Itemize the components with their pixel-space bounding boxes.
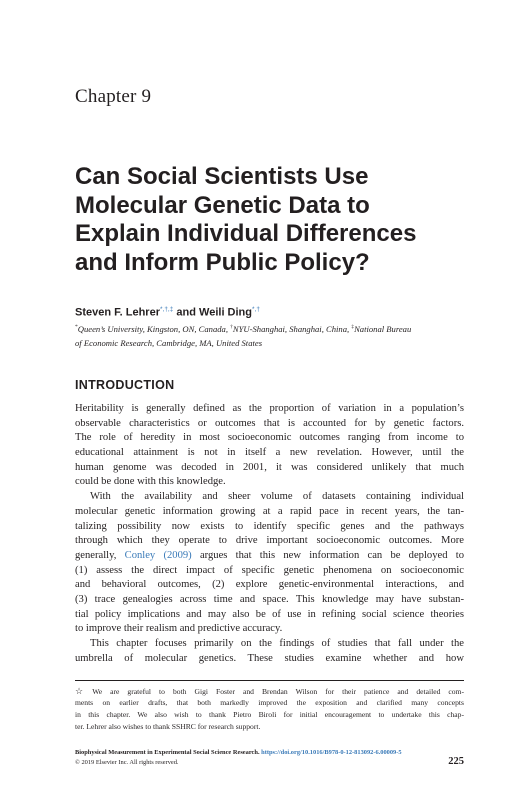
author-connector: and xyxy=(173,306,200,319)
doi-link[interactable]: https://doi.org/10.1016/B978-0-12-813092-6.00009-5 xyxy=(261,749,402,756)
title-line: Can Social Scientists Use xyxy=(75,163,369,190)
citation-link[interactable]: Conley (2009) xyxy=(124,549,192,561)
affiliation-text: National Bureau xyxy=(354,323,412,334)
footnote-line: ments on earlier drafts, that both markedly improved the exposition and clarified many concepts xyxy=(75,698,464,707)
text-line: tial policy implications and may also be of use in refining social science theories xyxy=(75,608,464,620)
text-line: With the availability and sheer volume of datasets containing individual xyxy=(90,491,464,503)
chapter-label: Chapter 9 xyxy=(75,86,152,107)
chapter-title xyxy=(75,163,475,277)
text-line: This chapter focuses primarily on the findings of studies that fall under the xyxy=(90,638,464,649)
section-heading: INTRODUCTION xyxy=(75,378,175,392)
text-line: umbrella of molecular genetics. These studies examine whether and how xyxy=(75,652,464,664)
affiliation-line: of Economic Research, Cambridge, MA, United States xyxy=(75,337,263,348)
text-line: through which they operate to drive important socioeconomic outcomes. More xyxy=(75,535,464,547)
author-line xyxy=(75,306,260,319)
text-line: to improve their realism and predictive accuracy. xyxy=(75,623,283,635)
bibliographic-line xyxy=(75,748,464,758)
text-fragment: argues that this new information can be deployed to xyxy=(191,549,464,561)
text-line: and behavioral outcomes, (2) explore genetic-environmental interactions, and xyxy=(75,579,464,591)
text-line: human genome was decoded in 2001, it was considered unlikely that much xyxy=(75,461,464,473)
page-number: 225 xyxy=(448,756,464,767)
title-line: Molecular Genetic Data to xyxy=(75,191,370,219)
text-line: Heritability is generally defined as the proportion of variation in a population’s xyxy=(75,403,464,414)
text-line: (1) assess the direct impact of specific genetic phenomena on socioeconomic xyxy=(75,564,464,576)
text-line xyxy=(75,549,464,564)
affiliation-line xyxy=(75,320,465,336)
affiliation-marks[interactable]: *,† xyxy=(252,306,260,313)
footnote-line xyxy=(75,685,464,697)
acknowledgment-footnote xyxy=(75,685,464,733)
text-line: (3) trace genealogies across time and space. This knowledge may have substan- xyxy=(75,593,464,605)
affiliation-mark: ‡ xyxy=(351,324,355,330)
copyright-notice: © 2019 Elsevier Inc. All rights reserved. xyxy=(75,759,179,766)
text-line: observable characteristics or outcomes that is accounted for by genetic factors. xyxy=(75,417,464,429)
text-line: talizing possibility now exists to identify specific genes and the pathways xyxy=(75,520,464,532)
affiliation-text: NYU-Shanghai, Shanghai, China, xyxy=(232,323,352,334)
text-line: The role of heredity in most socioeconomic outcomes ranging from income to xyxy=(75,432,464,444)
author-name: Steven F. Lehrer xyxy=(75,306,160,319)
affiliation-mark: † xyxy=(230,324,233,330)
affiliation-marks[interactable]: *,†,‡ xyxy=(159,306,174,313)
footnote-line: ter. Lehrer also wishes to thank SSHRC for research support. xyxy=(75,722,261,731)
text-fragment: generally, xyxy=(75,549,125,561)
text-line: educational attainment is not in itself a new revelation. However, until the xyxy=(75,447,464,459)
star-icon: ☆ xyxy=(75,686,90,696)
author-name: Weili Ding xyxy=(199,306,252,319)
footnote-text: We are grateful to both Gigi Foster and Brendan Wilson for their patience and detailed com- xyxy=(92,687,464,696)
title-line: Explain Individual Differences xyxy=(75,220,417,247)
affiliation-text: Queen’s University, Kingston, ON, Canada, xyxy=(77,323,231,334)
footnote-divider xyxy=(75,680,464,681)
footnote-line: in this chapter. We also wish to thank Pietro Biroli for initial encouragement to undertake this chap- xyxy=(75,710,464,719)
body-text xyxy=(75,402,464,666)
affiliations xyxy=(75,320,465,350)
affiliation-mark: * xyxy=(75,324,78,330)
text-line: could be done with this knowledge. xyxy=(75,476,226,488)
book-title: Biophysical Measurement in Experimental Social Science Research. xyxy=(75,749,260,756)
title-line: and Inform Public Policy? xyxy=(75,248,370,276)
text-line: molecular genetic information growing at a rapid pace in recent years, the tan- xyxy=(75,505,464,517)
